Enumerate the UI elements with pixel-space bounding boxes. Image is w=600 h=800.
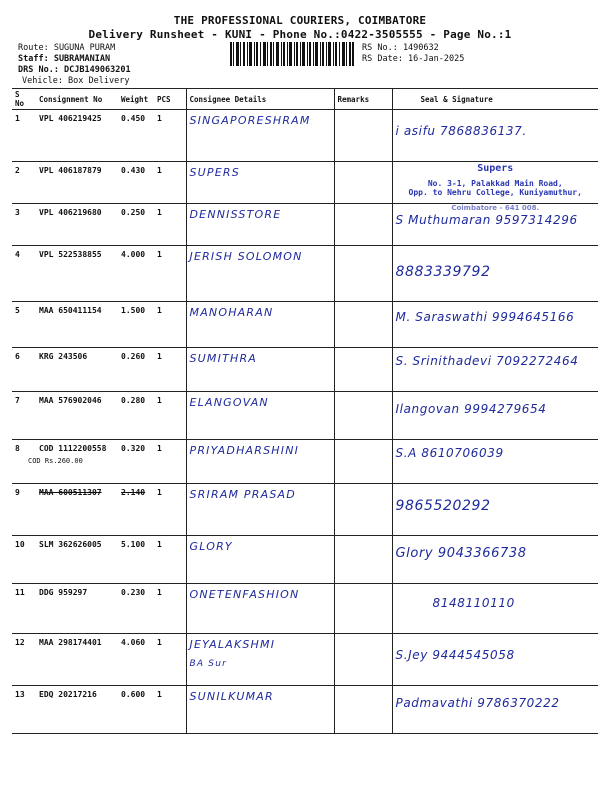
row-remarks (334, 440, 392, 484)
staff-label: Staff: SUBRAMANIAN (18, 54, 111, 64)
row-sno: 9 (12, 484, 36, 536)
row-consignment: MAA 650411154 (36, 302, 118, 348)
signature-text: S Muthumaran 9597314296 (395, 213, 578, 227)
row-sno: 10 (12, 536, 36, 584)
table-row (12, 204, 598, 246)
route-label: Route: SUGUNA PURAM (18, 43, 116, 53)
rs-date-label: RS Date: 16-Jan-2025 (362, 54, 465, 64)
row-remarks (334, 686, 392, 734)
row-signature: S.A 8610706039 (392, 440, 598, 484)
row-weight: 4.000 (118, 246, 154, 302)
row-pcs: 1 (154, 246, 186, 302)
row-pcs: 1 (154, 536, 186, 584)
row-consignee: SUNILKUMAR (186, 686, 334, 734)
row-consignment: VPL 406219425 (36, 110, 118, 162)
runsheet-subtitle: Delivery Runsheet - KUNI - Phone No.:0422-3505555 - Page No.:1 (88, 28, 512, 41)
row-sno: 3 (12, 204, 36, 246)
row-pcs: 1 (154, 440, 186, 484)
row-weight: 5.100 (118, 536, 154, 584)
row-pcs: 1 (154, 110, 186, 162)
row-weight: 0.280 (118, 392, 154, 440)
row-sno: 5 (12, 302, 36, 348)
row-pcs: 1 (154, 204, 186, 246)
row-remarks (334, 204, 392, 246)
table-row (12, 536, 598, 584)
row-remarks (334, 392, 392, 440)
row-weight: 0.260 (118, 348, 154, 392)
row-consignee: DENNISSTORE (186, 204, 334, 246)
company-title: THE PROFESSIONAL COURIERS, COIMBATORE (173, 14, 427, 27)
row-signature (392, 204, 598, 246)
row-consignee: PRIYADHARSHINI (186, 440, 334, 484)
row-remarks (334, 162, 392, 204)
row-weight: 2.140 (118, 484, 154, 536)
table-row (12, 584, 598, 634)
row-sno: 7 (12, 392, 36, 440)
row-consignee (186, 634, 334, 686)
row-consignment: DDG 959297 (36, 584, 118, 634)
row-remarks (334, 584, 392, 634)
row-sno: 13 (12, 686, 36, 734)
consignee-name: JEYALAKSHMI (189, 638, 276, 651)
drs-label: DRS No.: DCJB149063201 (18, 65, 131, 75)
table-row (12, 440, 598, 484)
row-weight: 0.600 (118, 686, 154, 734)
row-consignment: VPL 406219680 (36, 204, 118, 246)
col-remarks: Remarks (334, 89, 392, 110)
table-header-row (12, 89, 598, 110)
table-row (12, 686, 598, 734)
row-consignee: GLORY (186, 536, 334, 584)
stamp-address-2: Opp. to Nehru College, Kuniyamuthur, (408, 188, 582, 197)
row-remarks (334, 484, 392, 536)
consignee-extra: BA Sur (189, 659, 228, 669)
row-remarks (334, 634, 392, 686)
row-pcs: 1 (154, 584, 186, 634)
row-consignment-text: COD 1112200558 (39, 444, 107, 453)
row-consignee: MANOHARAN (186, 302, 334, 348)
row-weight: 4.060 (118, 634, 154, 686)
table-row (12, 162, 598, 204)
row-remarks (334, 348, 392, 392)
row-signature: i asifu 7868836137. (392, 110, 598, 162)
row-signature: Padmavathi 9786370222 (392, 686, 598, 734)
col-weight: Weight (118, 89, 154, 110)
row-pcs: 1 (154, 686, 186, 734)
row-pcs: 1 (154, 302, 186, 348)
runsheet-meta-left (18, 43, 131, 87)
col-consignment: Consignment No (36, 89, 118, 110)
row-consignment: EDQ 20217216 (36, 686, 118, 734)
runsheet-meta-right (362, 43, 464, 65)
row-signature: 9865520292 (392, 484, 598, 536)
row-consignment: MAA 298174401 (36, 634, 118, 686)
row-weight: 1.500 (118, 302, 154, 348)
row-consignee: ONETENFASHION (186, 584, 334, 634)
row-pcs: 1 (154, 484, 186, 536)
row-remarks (334, 110, 392, 162)
table-row (12, 484, 598, 536)
row-pcs: 1 (154, 392, 186, 440)
stamp-address-1: No. 3-1, Palakkad Main Road, (427, 179, 563, 188)
col-sno: S No (12, 89, 36, 110)
row-remarks (334, 302, 392, 348)
row-sno: 1 (12, 110, 36, 162)
row-sno: 12 (12, 634, 36, 686)
row-sno: 4 (12, 246, 36, 302)
row-signature (392, 162, 598, 204)
row-consignment: SLM 362626005 (36, 536, 118, 584)
row-pcs: 1 (154, 162, 186, 204)
row-consignment: MAA 576902046 (36, 392, 118, 440)
row-consignee: SRIRAM PRASAD (186, 484, 334, 536)
row-consignment (28, 440, 118, 484)
runsheet-table (12, 88, 598, 734)
row-consignment: KRG 243506 (36, 348, 118, 392)
row-consignee: SUMITHRA (186, 348, 334, 392)
col-consignee: Consignee Details (186, 89, 334, 110)
row-weight: 0.450 (118, 110, 154, 162)
row-sno: 2 (12, 162, 36, 204)
vehicle-label: Vehicle: Box Delivery (22, 76, 130, 86)
row-weight: 0.320 (118, 440, 154, 484)
row-signature: 8148110110 (392, 584, 598, 634)
row-pcs: 1 (154, 348, 186, 392)
row-consignment: VPL 406187879 (36, 162, 118, 204)
stamp-address-3: Coimbatore - 641 008. (451, 204, 540, 212)
row-signature: S.Jey 9444545058 (392, 634, 598, 686)
table-row (12, 110, 598, 162)
table-row (12, 302, 598, 348)
row-sno: 8 (12, 440, 36, 484)
row-signature: S. Srinithadevi 7092272464 (392, 348, 598, 392)
barcode (230, 42, 354, 66)
stamp-name: Supers (477, 163, 514, 174)
row-pcs: 1 (154, 634, 186, 686)
table-row (12, 246, 598, 302)
row-signature: Ilangovan 9994279654 (392, 392, 598, 440)
table-row (12, 392, 598, 440)
cod-amount: COD Rs.260.00 (28, 457, 83, 465)
row-signature: Glory 9043366738 (392, 536, 598, 584)
col-pcs: PCS (154, 89, 186, 110)
table-row (12, 634, 598, 686)
table-row (12, 348, 598, 392)
row-consignee: ELANGOVAN (186, 392, 334, 440)
runsheet-table-wrap (12, 88, 598, 734)
row-sno: 11 (12, 584, 36, 634)
row-signature: 8883339792 (392, 246, 598, 302)
col-signature: Seal & Signature (392, 89, 598, 110)
row-consignee: JERISH SOLOMON (186, 246, 334, 302)
row-consignee: SINGAPORESHRAM (186, 110, 334, 162)
row-weight: 0.250 (118, 204, 154, 246)
row-weight: 0.230 (118, 584, 154, 634)
row-remarks (334, 246, 392, 302)
rs-no-label: RS No.: 1490632 (362, 43, 439, 53)
row-consignment: VPL 522538855 (36, 246, 118, 302)
row-sno: 6 (12, 348, 36, 392)
row-remarks (334, 536, 392, 584)
row-weight: 0.430 (118, 162, 154, 204)
row-signature: M. Saraswathi 9994645166 (392, 302, 598, 348)
row-consignment: MAA 600511307 (36, 484, 118, 536)
row-consignee: SUPERS (186, 162, 334, 204)
